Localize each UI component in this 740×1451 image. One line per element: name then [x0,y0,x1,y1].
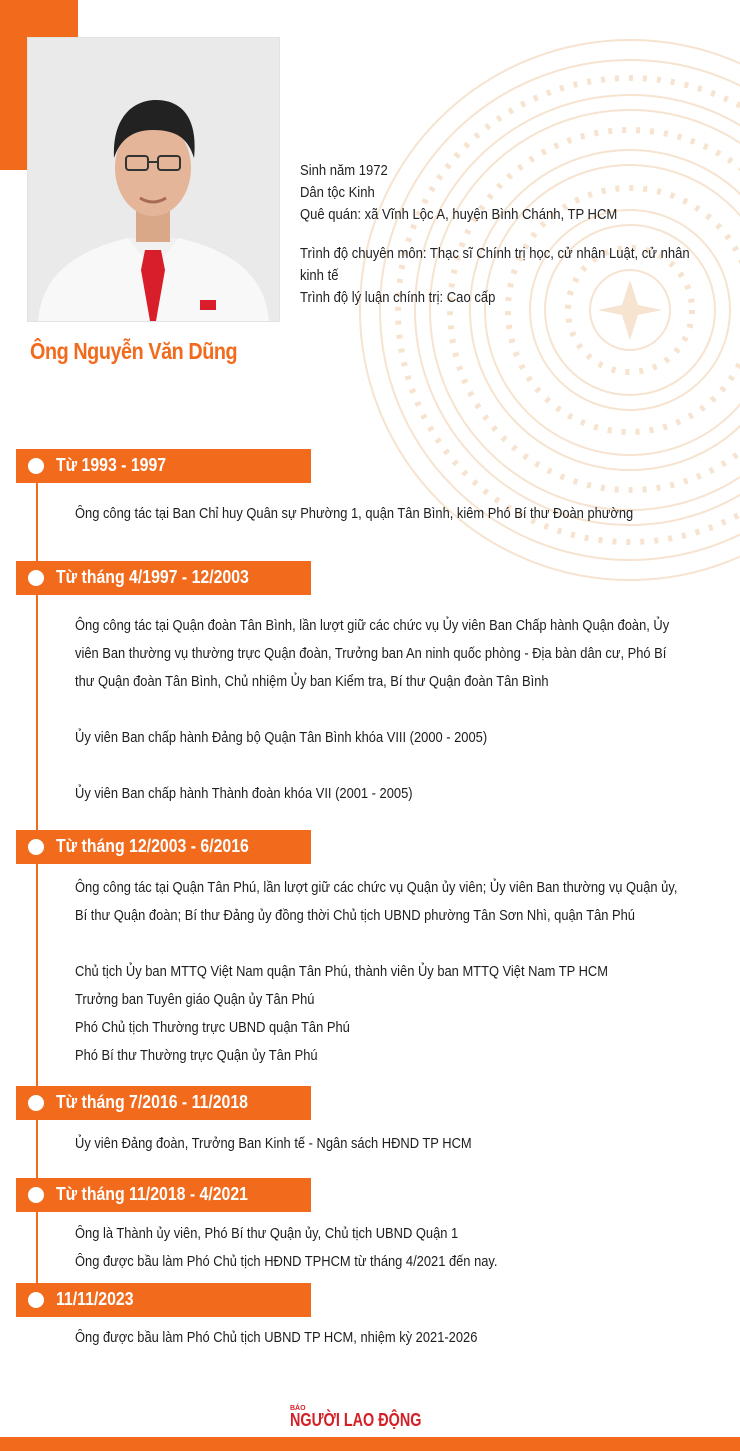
body-line: Ông được bầu làm Phó Chủ tịch HĐND TPHCM từ tháng 4/2021 đến nay. [75,1253,498,1270]
portrait-photo [28,38,279,321]
body-line: Phó Bí thư Thường trực Quận ủy Tân Phú [75,1047,318,1064]
bullet-icon [28,1292,44,1308]
period-label: Từ tháng 11/2018 - 4/2021 [56,1184,248,1204]
body-line: Bí thư Quận đoàn; Bí thư Đảng ủy đồng thời Chủ tịch UBND phường Tân Sơn Nhì, quận Tân Phú [75,907,635,924]
timeline-period-header [16,449,311,483]
body-line: Ủy viên Ban chấp hành Đảng bộ Quận Tân Bình khóa VIII (2000 - 2005) [75,729,488,746]
period-label: 11/11/2023 [56,1289,134,1309]
body-line: Ông công tác tại Quận Tân Phú, lần lượt giữ các chức vụ Quận ủy viên; Ủy viên Ban thường vụ Quận ủy, [75,879,678,896]
period-label: Từ tháng 7/2016 - 11/2018 [56,1092,248,1112]
political-theory: Trình độ lý luận chính trị: Cao cấp [300,290,496,306]
newspaper-logo [290,1405,420,1435]
timeline-period-header [16,830,311,864]
timeline-period-body [75,500,740,528]
body-line: Ủy viên Đảng đoàn, Trưởng Ban Kinh tế - Ngân sách HĐND TP HCM [75,1135,472,1152]
bullet-icon [28,1095,44,1111]
body-line: thư Quận đoàn Tân Bình, Chủ nhiệm Ủy ban Kiểm tra, Bí thư Quận đoàn Tân Bình [75,673,549,690]
bullet-icon [28,570,44,586]
bottom-bar [0,1437,740,1451]
period-label: Từ 1993 - 1997 [56,455,167,475]
body-line: Ông công tác tại Quận đoàn Tân Bình, lần lượt giữ các chức vụ Ủy viên Ban Chấp hành Quận đoàn, Ủy [75,617,670,634]
timeline-period-header [16,1086,311,1120]
logo-small-text: BÁO [290,1405,306,1412]
body-line: Ông được bầu làm Phó Chủ tịch UBND TP HCM, nhiệm kỳ 2021-2026 [75,1329,478,1346]
education: Trình độ chuyên môn: Thạc sĩ Chính trị học, cử nhân Luật, cử nhân kinh tế [300,246,690,284]
timeline-period-body [75,1220,740,1276]
bullet-icon [28,839,44,855]
bullet-icon [28,458,44,474]
person-name: Ông Nguyễn Văn Dũng [30,338,238,364]
body-line: viên Ban thường vụ thường trực Quận đoàn, Trưởng ban An ninh quốc phòng - Địa bàn dân cư, Phó Bí [75,645,667,662]
personal-info [300,160,710,309]
timeline-period-header [16,1178,311,1212]
body-line: Phó Chủ tịch Thường trực UBND quận Tân Phú [75,1019,350,1036]
period-label: Từ tháng 12/2003 - 6/2016 [56,836,249,856]
body-line: Chủ tịch Ủy ban MTTQ Việt Nam quận Tân Phú, thành viên Ủy ban MTTQ Việt Nam TP HCM [75,963,608,980]
timeline-period-header [16,1283,311,1317]
timeline-period-header [16,561,311,595]
body-line: Trưởng ban Tuyên giáo Quận ủy Tân Phú [75,991,315,1008]
hometown: Quê quán: xã Vĩnh Lộc A, huyện Bình Chánh, TP HCM [300,207,618,223]
period-label: Từ tháng 4/1997 - 12/2003 [56,567,249,587]
timeline-period-body [75,1324,740,1352]
timeline-period-body [75,1130,740,1158]
timeline-period-body [75,612,740,808]
ethnicity: Dân tộc Kinh [300,185,375,201]
bullet-icon [28,1187,44,1203]
logo-main-text: NGƯỜI LAO ĐỘNG [290,1410,422,1430]
body-line: Ông công tác tại Ban Chỉ huy Quân sự Phường 1, quận Tân Bình, kiêm Phó Bí thư Đoàn phường [75,505,634,522]
birth-year: Sinh năm 1972 [300,163,388,179]
timeline-period-body [75,874,740,1070]
portrait-illustration [28,38,279,321]
body-line: Ông là Thành ủy viên, Phó Bí thư Quận ủy, Chủ tịch UBND Quận 1 [75,1225,459,1242]
body-line: Ủy viên Ban chấp hành Thành đoàn khóa VII (2001 - 2005) [75,785,413,802]
